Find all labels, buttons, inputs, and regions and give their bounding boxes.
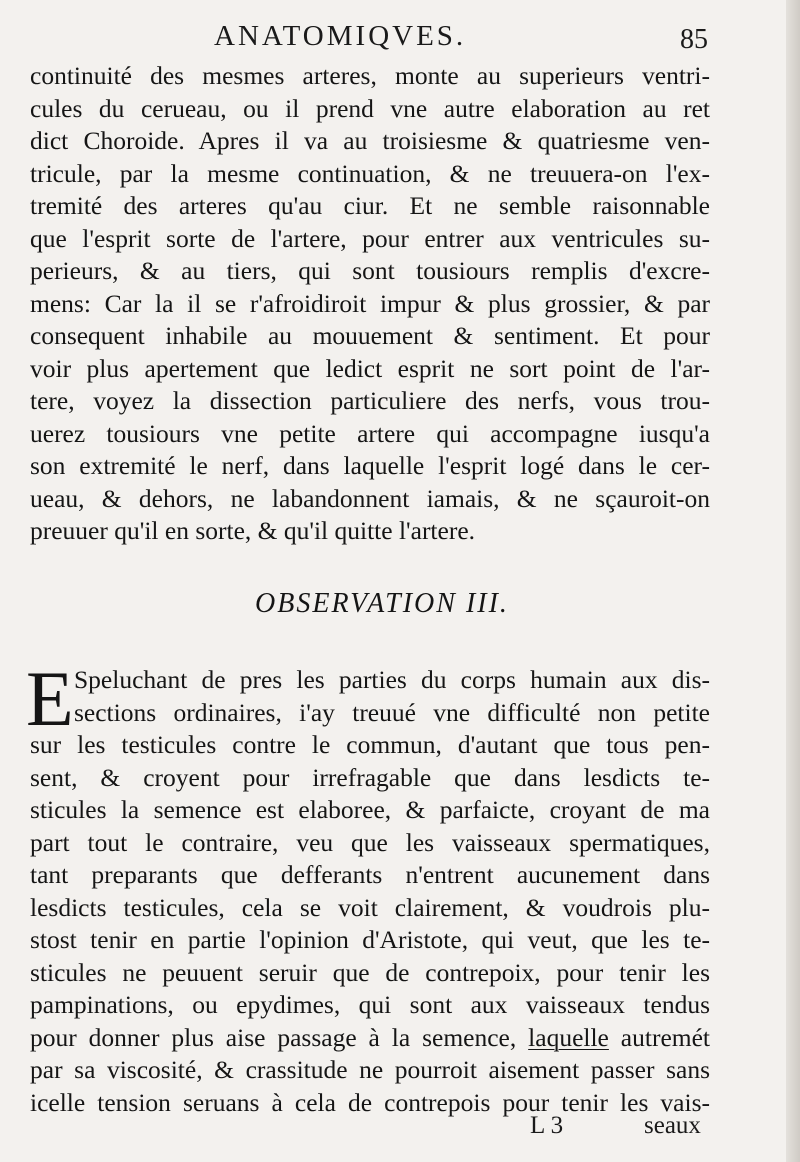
text-line: stost tenir en partie l'opinion d'Aristote, qui veut, que les te- — [30, 925, 710, 954]
text-line: son extremité le nerf, dans laquelle l'esprit logé dans le cer- — [30, 451, 710, 480]
text-line: ueau, & dehors, ne labandonnent iamais, & ne sçauroit-on — [30, 483, 710, 513]
text-line: que l'esprit sorte de l'artere, pour entrer aux ventricules su- — [30, 223, 710, 253]
text-segment: pour donner plus aise passage à la semence, — [30, 1022, 529, 1052]
text-line: Speluchant de pres les parties du corps humain aux dis- — [74, 665, 710, 694]
text-line: preuuer qu'il en sorte, & qu'il quitte l'artere. — [30, 516, 476, 545]
scan-edge — [786, 0, 800, 1162]
text-line: continuité des mesmes arteres, monte au superieurs ventri- — [30, 61, 710, 90]
underlined-word: laquelle — [528, 1022, 609, 1052]
text-line: mens: Car la il se r'afroidiroit impur & plus grossier, & par — [30, 288, 710, 318]
drop-cap: E — [26, 655, 74, 742]
text-line: uerez tousiours vne petite artere qui accompagne iusqu'a — [30, 418, 710, 448]
text-line: icelle tension seruans à cela de contrepois pour tenir les vais- — [30, 1087, 710, 1117]
text-line: consequent inhabile au mouuement & sentiment. Et pour — [30, 321, 710, 350]
page-number: 85 — [680, 24, 708, 55]
text-line: cules du cerueau, ou il prend vne autre elaboration au ret — [30, 93, 710, 123]
text-line: part tout le contraire, veu que les vaisseaux spermatiques, — [30, 827, 710, 857]
observation-heading-text: OBSERVATION III. — [255, 588, 509, 619]
text-line: tant preparants que defferants n'entrent aucunement dans — [30, 860, 710, 889]
paragraph-1 — [30, 60, 710, 548]
observation-heading — [0, 588, 800, 620]
text-line: dict Choroide. Apres il va au troisiesme & quatriesme ven- — [30, 126, 710, 155]
text-line: lesdicts testicules, cela se voit clairement, & voudrois plu- — [30, 892, 710, 922]
text-line: sent, & croyent pour irrefragable que dans lesdicts te- — [30, 762, 710, 792]
text-line: sticules la semence est elaboree, & parfaicte, croyant de ma — [30, 795, 710, 824]
text-line: voir plus apertement que ledict esprit ne sort point de l'ar- — [30, 353, 710, 383]
text-segment: autremét — [608, 1022, 711, 1052]
running-head: ANATOMIQVES. — [214, 20, 467, 52]
text-line: sur les testicules contre le commun, d'autant que tous pen- — [30, 730, 710, 759]
page-footer — [0, 1106, 800, 1146]
text-line: par sa viscosité, & crassitude ne pourroit aisement passer sans — [30, 1055, 710, 1084]
text-line: tere, voyez la dissection particuliere des nerfs, vous trou- — [30, 386, 710, 415]
text-line — [30, 1022, 710, 1055]
paragraph-2 — [30, 664, 710, 1119]
catchword: seaux — [644, 1112, 701, 1139]
page-header — [0, 18, 800, 58]
text-line: sticules ne peuuent seruir que de contrepoix, pour tenir les — [30, 957, 710, 987]
text-line: tricule, par la mesme continuation, & ne treuuera-on l'ex- — [30, 158, 710, 188]
text-line: pampinations, ou epydimes, qui sont aux vaisseaux tendus — [30, 990, 710, 1019]
text-line: perieurs, & au tiers, qui sont tousiours remplis d'excre- — [30, 256, 710, 285]
text-line: sections ordinaires, i'ay treuué vne difficulté non petite — [74, 697, 710, 727]
signature-mark: L 3 — [530, 1112, 564, 1139]
text-line: tremité des arteres qu'au ciur. Et ne semble raisonnable — [30, 191, 710, 220]
